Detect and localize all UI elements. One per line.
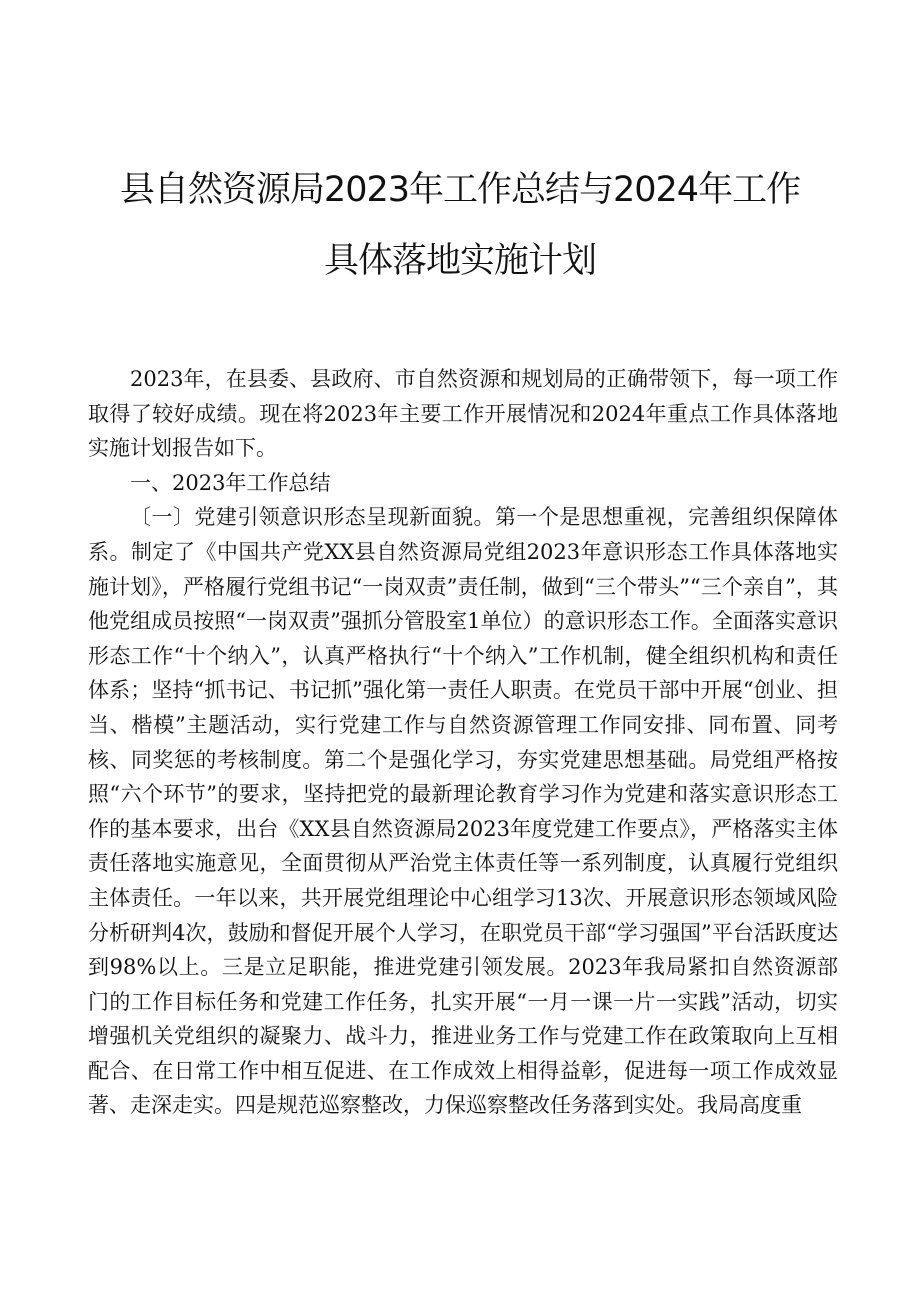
section-heading: 一、2023年工作总结 [130, 470, 331, 495]
document-body [88, 362, 838, 1123]
intro-paragraph: 2023年，在县委、县政府、市自然资源和规划局的正确带领下，每一项工作取得了较好成绩。现在将2023年主要工作开展情况和2024年重点工作具体落地实施计划报告如下。 [88, 367, 838, 461]
document-title-line-1: 县自然资源局2023年工作总结与2024年工作 [119, 170, 801, 210]
section-paragraph: 〔一〕党建引领意识形态呈现新面貌。第一个是思想重视，完善组织保障体系。制定了《中国共产党XX县自然资源局党组2023年意识形态工作具体落地实施计划》，严格履行党组书记“一岗双责”责任制，做到“三个带头”“三个亲自”，其他党组成员按照“一岗双责”强抓分管股室1单位）的意识形态工作。全面落实意识形态工作“十个纳入”，认真严格执行“十个纳入”工作机制，健全组织机构和责任体系；坚持“抓书记、书记抓”强化第一责任人职责。在党员干部中开展“创业、担当、楷模”主题活动，实行党建工作与自然资源管理工作同安排、同布置、同考核、同奖惩的考核制度。第二个是强化学习，夯实党建思想基础。局党组严格按照“六个环节”的要求，坚持把党的最新理论教育学习作为党建和落实意识形态工作的基本要求，出台《XX县自然资源局2023年度党建工作要点》，严格落实主体责任落地实施意见，全面贯彻从严治党主体责任等一系列制度，认真履行党组织主体责任。一年以来，共开展党组理论中心组学习13次、开展意识形态领域风险分析研判4次，鼓励和督促开展个人学习，在职党员干部“学习强国”平台活跃度达到98%以上。三是立足职能，推进党建引领发展。2023年我局紧扣自然资源部门的工作目标任务和党建工作任务，扎实开展“一月一课一片一实践”活动，切实增强机关党组织的凝聚力、战斗力，推进业务工作与党建工作在政策取向上互相配合、在日常工作中相互促进、在工作成效上相得益彰，促进每一项工作成效显著、走深走实。四是规范巡察整改，力保巡察整改任务落到实处。我局高度重 [88, 505, 838, 1118]
document-title-line-2: 具体落地实施计划 [323, 241, 596, 281]
